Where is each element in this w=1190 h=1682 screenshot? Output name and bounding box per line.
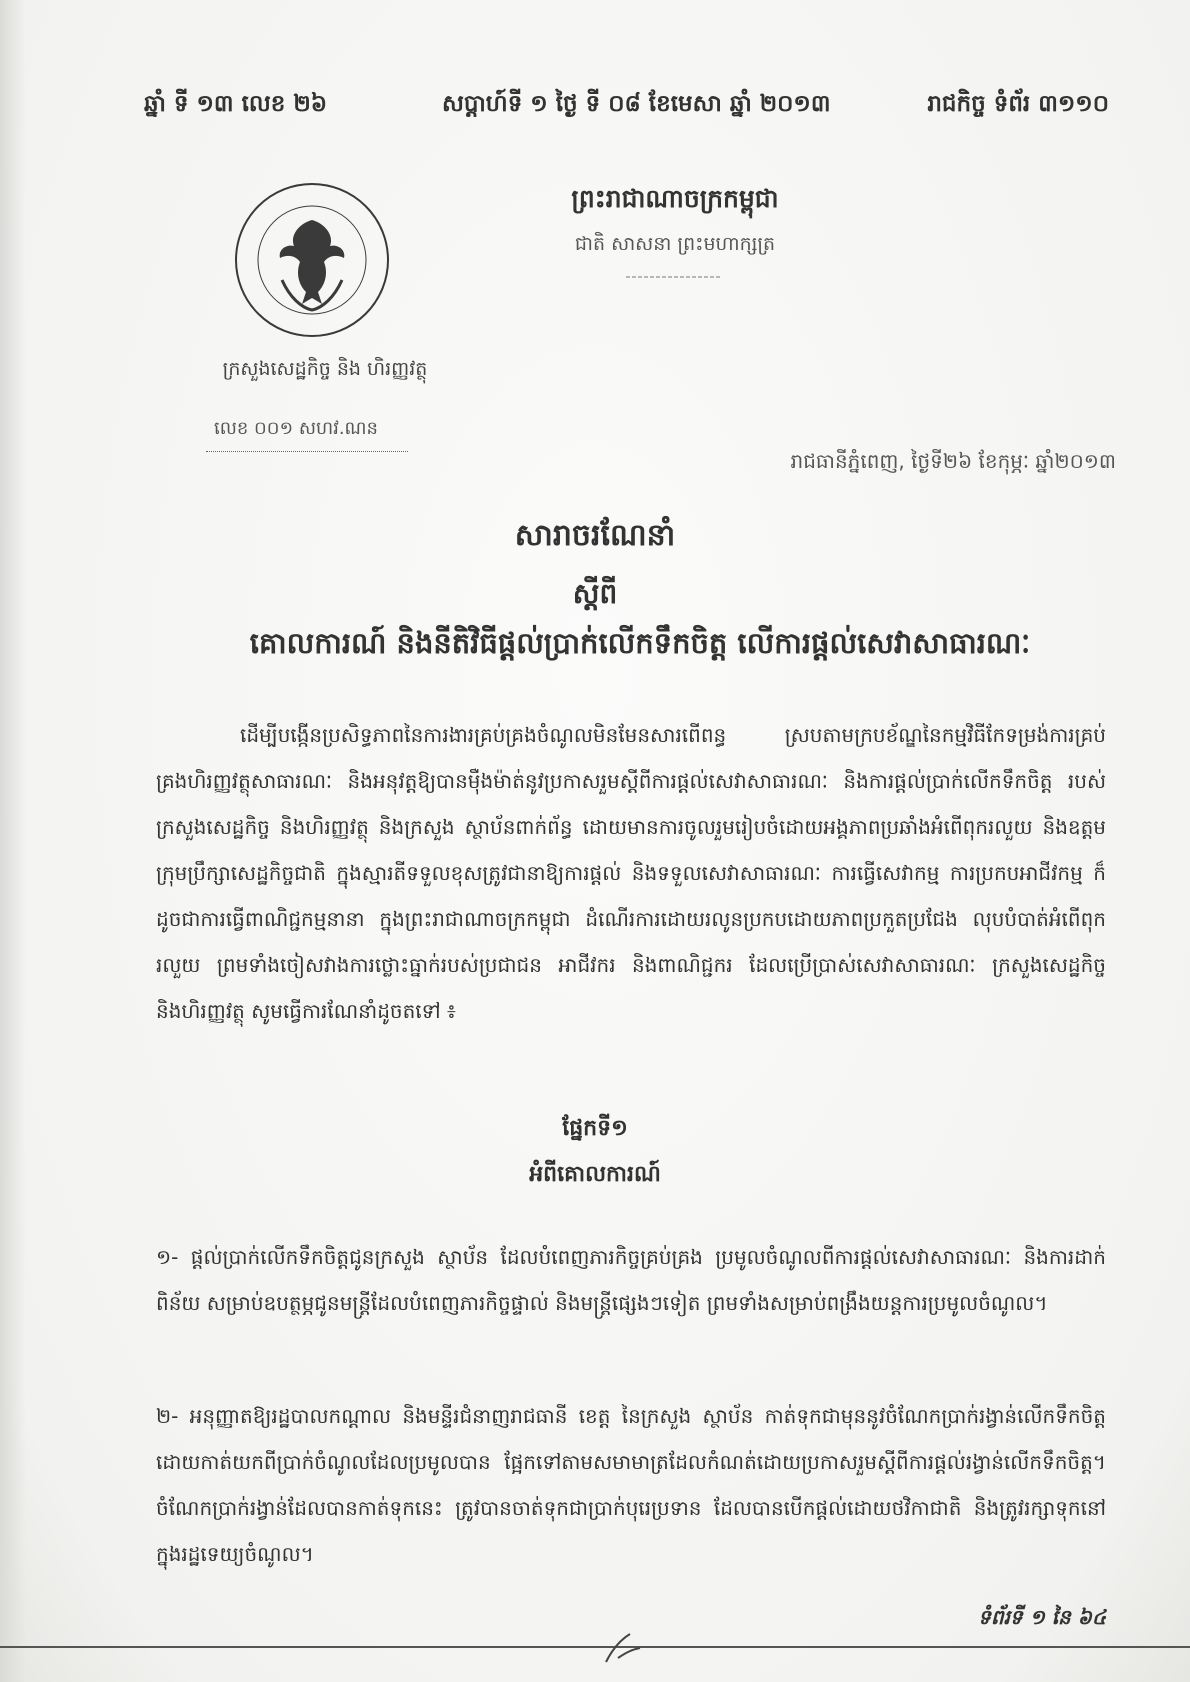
- kingdom-name: ព្រះរាជាណាចក្រកម្ពុជា: [571, 184, 779, 213]
- place-and-date: រាជធានីភ្នំពេញ, ថ្ងៃទី២៦ ខែកុម្ភៈ ឆ្នាំ២០១៣: [790, 449, 1116, 473]
- ministry-seal-icon: [232, 180, 392, 340]
- gazette-issue: ឆ្នាំ ទី ១៣ លេខ ២៦: [144, 91, 328, 117]
- chapter-subtitle: អំពីគោលការណ៍: [529, 1162, 661, 1187]
- principle-item-2: ២- អនុញ្ញាតឱ្យរដ្ឋបាលកណ្តាល និងមន្ទីរជំនាញរាជធានី ខេត្ត នៃក្រសួង ស្ថាប័ន កាត់ទុកជាមុននូវចំណែកប្រាក់រង្វាន់លើកទឹកចិត្ត ដោយកាត់យកពីប្រាក់ចំណូលដែលប្រមូលបាន ផ្អែកទៅតាមសមាមាត្រដែលកំណត់ដោយប្រកាសរួមស្តីពីការផ្តល់រង្វាន់លើកទឹកចិត្ត។ ចំណែកប្រាក់រង្វាន់ដែលបានកាត់ទុកនេះ ត្រូវបានចាត់ទុកជាប្រាក់បុរេប្រទាន ដែលបានបើកផ្តល់ដោយថវិកាជាតិ និងត្រូវរក្សាទុកនៅក្នុងរដ្ឋទេយ្យចំណូល។: [156, 1404, 1106, 1566]
- about-heading: ស្តីពី: [572, 577, 618, 610]
- bottom-rule: [0, 1646, 1190, 1648]
- scan-edge-shadow: [0, 0, 26, 1682]
- gazette-date: សប្តាហ៍ទី ១ ថ្ងៃ ទី ០៨ ខែមេសា ឆ្នាំ ២០១៣: [442, 91, 831, 117]
- intro-paragraph: ដើម្បីបង្កើនប្រសិទ្ធភាពនៃការងារគ្រប់គ្រងចំណូលមិនមែនសារពើពន្ធ ស្របតាមក្របខ័ណ្ឌនៃកម្មវិធីកែទម្រង់ការគ្រប់គ្រងហិរញ្ញវត្ថុសាធារណៈ និងអនុវត្តឱ្យបានម៉ឺងម៉ាត់នូវប្រកាសរួមស្តីពីការផ្តល់សេវាសាធារណៈ និងការផ្តល់ប្រាក់លើកទឹកចិត្ត របស់ក្រសួងសេដ្ឋកិច្ច និងហិរញ្ញវត្ថុ និងក្រសួង ស្ថាប័នពាក់ព័ន្ធ ដោយមានការចូលរួមរៀបចំដោយអង្គភាពប្រឆាំងអំពើពុករលួយ និងឧត្តមក្រុមប្រឹក្សាសេដ្ឋកិច្ចជាតិ ក្នុងស្មារតីទទួលខុសត្រូវជានាឱ្យការផ្តល់ និងទទួលសេវាសាធារណៈ ការធ្វើសេវាកម្ម ការប្រកបអាជីវកម្ម ក៏ដូចជាការធ្វើពាណិជ្ជកម្មនានា ក្នុងព្រះរាជាណាចក្រកម្ពុជា ដំណើរការដោយរលូនប្រកបដោយភាពប្រកួតប្រជែង លុបបំបាត់អំពើពុករលួយ ព្រមទាំងចៀសវាងការថ្លោះធ្នាក់របស់ប្រជាជន អាជីវករ និងពាណិជ្ជករ ដែលប្រើប្រាស់សេវាសាធារណៈ ក្រសួងសេដ្ឋកិច្ច និងហិរញ្ញវត្ថុ សូមធ្វើការណែនាំដូចតទៅ ៖: [156, 723, 1106, 1023]
- gazette-header: [144, 90, 1109, 130]
- page-number: ទំព័រទី ១ នៃ ៦៤: [978, 1605, 1106, 1629]
- initial-signature-icon: [600, 1628, 646, 1668]
- national-motto: ជាតិ សាសនា ព្រះមហាក្សត្រ: [574, 233, 776, 255]
- reference-underline: [206, 450, 408, 452]
- principle-item-1: ១- ផ្តល់ប្រាក់លើកទឹកចិត្តជូនក្រសួង ស្ថាប័ន ដែលបំពេញភារកិច្ចគ្រប់គ្រង ប្រមូលចំណូលពីការផ្តល់សេវាសាធារណៈ និងការដាក់ពិន័យ សម្រាប់ឧបត្ថម្ភជូនមន្ត្រីដែលបំពេញភារកិច្ចផ្ទាល់ និងមន្ត្រីផ្សេងៗទៀត ព្រមទាំងសម្រាប់ពង្រឹងយន្តការប្រមូលចំណូល។: [156, 1245, 1106, 1315]
- ministry-name: ក្រសួងសេដ្ឋកិច្ច និង ហិរញ្ញវត្ថុ: [222, 358, 428, 380]
- ornament-divider-icon: [626, 274, 722, 280]
- document-subject: គោលការណ៍ និងនីតិវិធីផ្តល់ប្រាក់លើកទឹកចិត្ត លើការផ្តល់សេវាសាធារណៈ: [249, 626, 1031, 660]
- gazette-page: រាជកិច្ច ទំព័រ ៣១១០: [927, 91, 1109, 117]
- chapter-title: ផ្នែកទី១: [562, 1116, 628, 1141]
- document-type-title: សារាចរណែនាំ: [514, 518, 676, 553]
- reference-number: លេខ ០០១ សហវ.ណន: [214, 418, 378, 439]
